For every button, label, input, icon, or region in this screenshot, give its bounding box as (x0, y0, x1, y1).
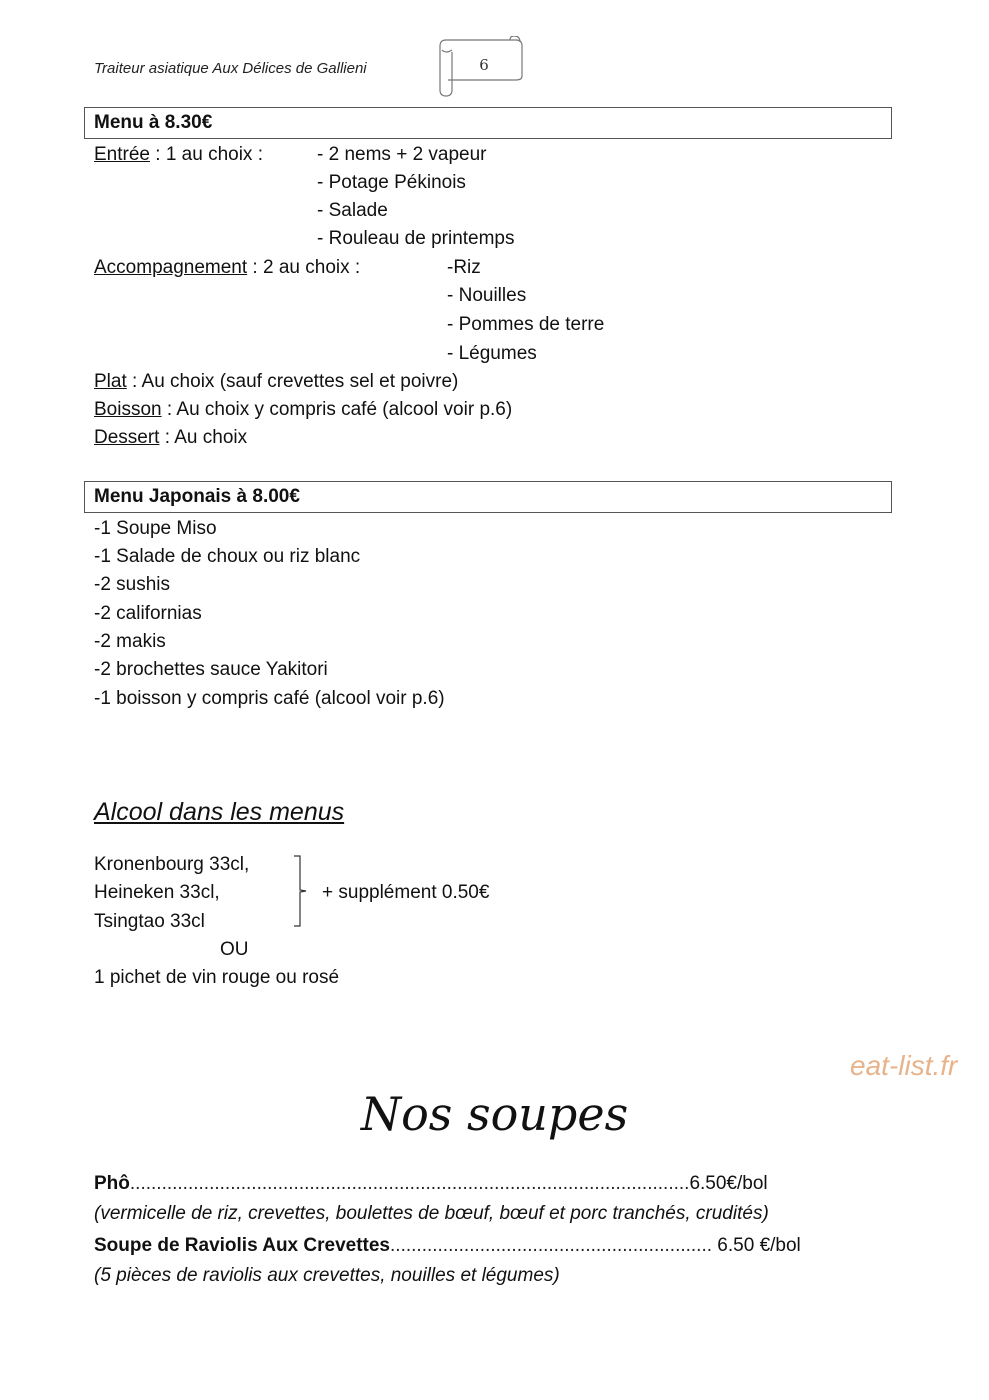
entree-line (94, 141, 263, 169)
soup-description: (vermicelle de riz, crevettes, boulettes de bœuf, bœuf et porc tranchés, crudités) (94, 1203, 769, 1224)
entree-item: - 2 nems + 2 vapeur (317, 144, 487, 165)
plat-text: : Au choix (sauf crevettes sel et poivre) (126, 371, 459, 392)
soup-description: (5 pièces de raviolis aux crevettes, nouilles et légumes) (94, 1265, 560, 1286)
accompagnement-suffix: : 2 au choix : (247, 257, 361, 278)
soup-item-pho (94, 1170, 854, 1198)
accompagnement-line (94, 254, 360, 282)
accompagnement-label: Accompagnement (94, 257, 248, 278)
brace-icon (292, 854, 312, 928)
soup-name: Soupe de Raviolis Aux Crevettes (94, 1235, 391, 1256)
beer-item: Heineken 33cl, (94, 882, 220, 903)
leader-dots: .......................................................................................................... (129, 1173, 690, 1194)
menu-japonais-item: -1 Salade de choux ou riz blanc (94, 546, 361, 567)
dessert-text: : Au choix (159, 427, 248, 448)
soup-price: 6.50 €/bol (712, 1235, 801, 1256)
beer-item: Kronenbourg 33cl, (94, 854, 250, 875)
page-number-scroll (432, 36, 524, 98)
menu-japonais-item: -2 brochettes sauce Yakitori (94, 659, 328, 680)
supplement-text: + supplément 0.50€ (322, 882, 490, 903)
menu-japonais-item: -2 californias (94, 603, 202, 624)
accompagnement-item: -Riz (447, 257, 481, 278)
restaurant-name: Traiteur asiatique Aux Délices de Gallieni (94, 60, 367, 77)
plat-label: Plat (94, 371, 127, 392)
alcool-title: Alcool dans les menus (94, 798, 345, 826)
soup-item-raviolis (94, 1232, 854, 1260)
dessert-label: Dessert (94, 427, 160, 448)
entree-label: Entrée (94, 144, 150, 165)
plat-line (94, 368, 458, 396)
boisson-text: : Au choix y compris café (alcool voir p.6) (161, 399, 513, 420)
boisson-line (94, 396, 512, 424)
or-text: OU (220, 939, 249, 960)
boisson-label: Boisson (94, 399, 162, 420)
beer-item: Tsingtao 33cl (94, 911, 205, 932)
entree-item: - Salade (317, 200, 388, 221)
soup-price: 6.50€/bol (689, 1173, 768, 1194)
entree-suffix: : 1 au choix : (149, 144, 263, 165)
accompagnement-item: - Nouilles (447, 285, 527, 306)
soup-name: Phô (94, 1173, 130, 1194)
watermark: eat-list.fr (850, 1050, 958, 1081)
entree-item: - Potage Pékinois (317, 172, 466, 193)
accompagnement-item: - Pommes de terre (447, 314, 605, 335)
accompagnement-item: - Légumes (447, 343, 537, 364)
dessert-line (94, 424, 247, 452)
menu-japonais-item: -1 boisson y compris café (alcool voir p.6) (94, 688, 445, 709)
menu-830-title: Menu à 8.30€ (84, 107, 892, 139)
menu-japonais-item: -2 makis (94, 631, 166, 652)
menu-japonais-item: -2 sushis (94, 574, 171, 595)
page-number: 6 (479, 56, 489, 74)
leader-dots: ............................................................. (390, 1235, 713, 1256)
soupes-title: Nos soupes (360, 1087, 629, 1141)
menu-japonais-title: Menu Japonais à 8.00€ (84, 481, 892, 513)
menu-japonais-item: -1 Soupe Miso (94, 518, 217, 539)
entree-item: - Rouleau de printemps (317, 228, 515, 249)
wine-item: 1 pichet de vin rouge ou rosé (94, 967, 340, 988)
